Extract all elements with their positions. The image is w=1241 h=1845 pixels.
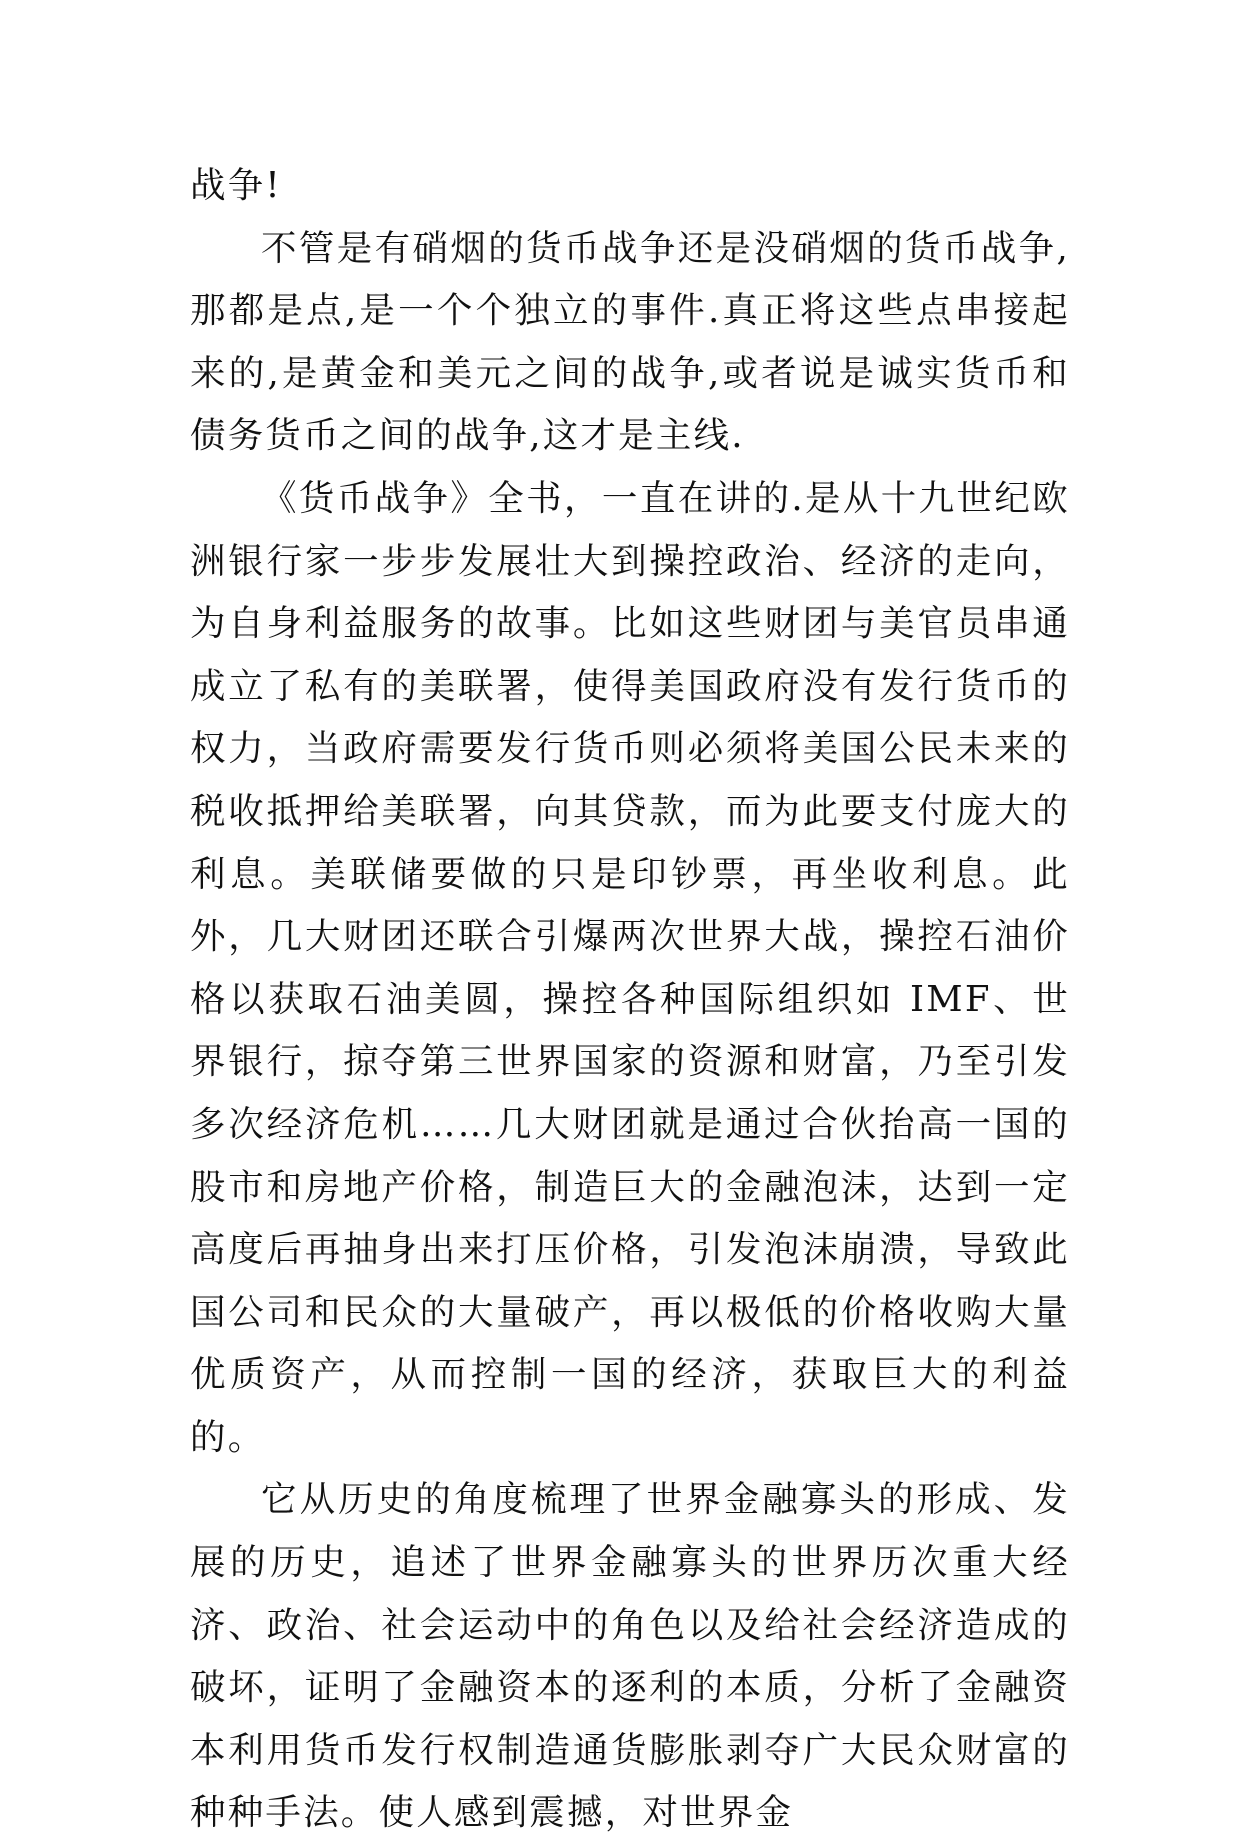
paragraph-2: 不管是有硝烟的货币战争还是没硝烟的货币战争,那都是点,是一个个独立的事件.真正将这些点串接起来的,是黄金和美元之间的战争,或者说是诚实货币和债务货币之间的战争,这才是主线. <box>190 227 1070 457</box>
document-body <box>190 155 1070 1845</box>
paragraph-4: 它从历史的角度梳理了世界金融寡头的形成、发展的历史，追述了世界金融寡头的世界历次重大经济、政治、社会运动中的角色以及给社会经济造成的破坏，证明了金融资本的逐利的本质，分析了金融资本利用货币发行权制造通货膨胀剥夺广大民众财富的种种手法。使人感到震撼，对世界金 <box>190 1479 1070 1834</box>
paragraph-3: 《货币战争》全书，一直在讲的.是从十九世纪欧洲银行家一步步发展壮大到操控政治、经济的走向，为自身利益服务的故事。比如这些财团与美官员串通成立了私有的美联署，使得美国政府没有发行货币的权力，当政府需要发行货币则必须将美国公民未来的税收抵押给美联署，向其贷款，而为此要支付庞大的利息。美联储要做的只是印钞票，再坐收利息。此外，几大财团还联合引爆两次世界大战，操控石油价格以获取石油美圆，操控各种国际组织如 IMF、世界银行，掠夺第三世界国家的资源和财富，乃至引发多次经济危机……几大财团就是通过合伙抬高一国的股市和房地产价格，制造巨大的金融泡沫，达到一定高度后再抽身出来打压价格，引发泡沫崩溃，导致此国公司和民众的大量破产，再以极低的价格收购大量优质资产，从而控制一国的经济，获取巨大的利益的。 <box>190 477 1070 1458</box>
paragraph-1: 战争! <box>190 165 282 206</box>
